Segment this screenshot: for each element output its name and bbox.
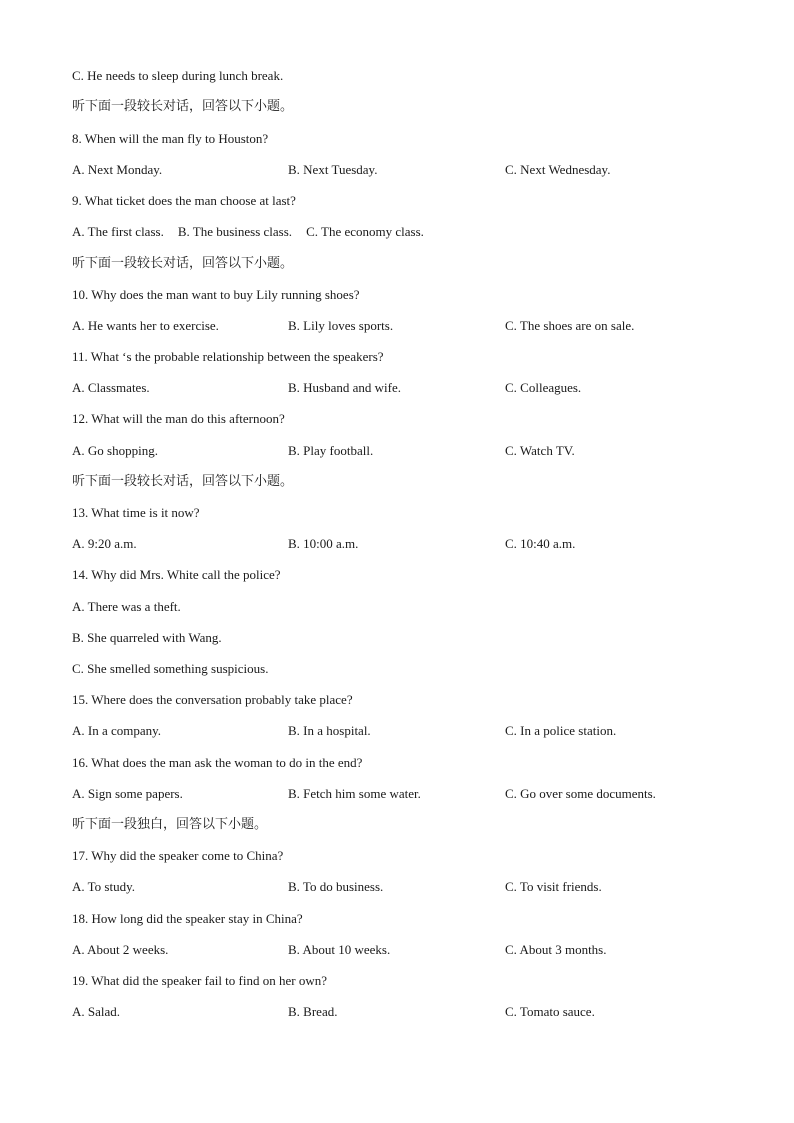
q13-option-a: A. 9:20 a.m. xyxy=(72,536,137,551)
question-16-options xyxy=(72,786,732,802)
question-13-options xyxy=(72,536,732,552)
q8-option-a: A. Next Monday. xyxy=(72,162,163,177)
q17-option-a: A. To study. xyxy=(72,879,136,894)
q11-option-b: B. Husband and wife. xyxy=(288,380,402,395)
question-19: 19. What did the speaker fail to find on her own? xyxy=(72,973,327,988)
q17-option-b: B. To do business. xyxy=(288,879,384,894)
q9-option-a: A. The first class. xyxy=(72,224,164,239)
question-14: 14. Why did Mrs. White call the police? xyxy=(72,567,281,582)
question-17: 17. Why did the speaker come to China? xyxy=(72,848,284,863)
question-12: 12. What will the man do this afternoon? xyxy=(72,411,285,426)
question-17-options xyxy=(72,879,732,895)
section-instruction: 听下面一段较长对话，回答以下小题。 xyxy=(72,474,294,489)
q19-option-c: C. Tomato sauce. xyxy=(505,1004,595,1019)
question-13: 13. What time is it now? xyxy=(72,505,200,520)
q11-option-a: A. Classmates. xyxy=(72,380,150,395)
q19-option-b: B. Bread. xyxy=(288,1004,338,1019)
q11-option-c: C. Colleagues. xyxy=(505,380,582,395)
question-9-options xyxy=(72,224,438,240)
q8-option-b: B. Next Tuesday. xyxy=(288,162,378,177)
question-10: 10. Why does the man want to buy Lily running shoes? xyxy=(72,287,360,302)
question-11: 11. What ‘s the probable relationship between the speakers? xyxy=(72,349,384,364)
q13-option-c: C. 10:40 a.m. xyxy=(505,536,576,551)
q14-option-b: B. She quarreled with Wang. xyxy=(72,630,222,645)
q14-option-c: C. She smelled something suspicious. xyxy=(72,661,269,676)
question-16: 16. What does the man ask the woman to do in the end? xyxy=(72,755,363,770)
question-11-options xyxy=(72,380,732,396)
q12-option-c: C. Watch TV. xyxy=(505,443,575,458)
q9-option-b: B. The business class. xyxy=(177,224,293,239)
question-15-options xyxy=(72,723,732,739)
q9-option-c: C. The economy class. xyxy=(306,224,424,239)
question-8-options xyxy=(72,162,732,178)
question-10-options xyxy=(72,318,732,334)
q15-option-b: B. In a hospital. xyxy=(288,723,371,738)
q17-option-c: C. To visit friends. xyxy=(505,879,602,894)
section-instruction: 听下面一段较长对话，回答以下小题。 xyxy=(72,99,294,114)
question-12-options xyxy=(72,443,732,459)
q10-option-b: B. Lily loves sports. xyxy=(288,318,394,333)
q18-option-c: C. About 3 months. xyxy=(505,942,607,957)
q15-option-c: C. In a police station. xyxy=(505,723,617,738)
question-8: 8. When will the man fly to Houston? xyxy=(72,131,269,146)
q13-option-b: B. 10:00 a.m. xyxy=(288,536,359,551)
q16-option-b: B. Fetch him some water. xyxy=(288,786,421,801)
section-instruction: 听下面一段较长对话，回答以下小题。 xyxy=(72,256,294,271)
q16-option-a: A. Sign some papers. xyxy=(72,786,183,801)
q7-option-c: C. He needs to sleep during lunch break. xyxy=(72,68,284,83)
q12-option-b: B. Play football. xyxy=(288,443,374,458)
q8-option-c: C. Next Wednesday. xyxy=(505,162,611,177)
q18-option-b: B. About 10 weeks. xyxy=(288,942,391,957)
q12-option-a: A. Go shopping. xyxy=(72,443,158,458)
question-19-options xyxy=(72,1004,732,1020)
section-instruction: 听下面一段独白，回答以下小题。 xyxy=(72,817,268,832)
q10-option-a: A. He wants her to exercise. xyxy=(72,318,219,333)
question-15: 15. Where does the conversation probably take place? xyxy=(72,692,353,707)
q15-option-a: A. In a company. xyxy=(72,723,162,738)
question-18: 18. How long did the speaker stay in China? xyxy=(72,911,303,926)
question-9: 9. What ticket does the man choose at last? xyxy=(72,193,296,208)
q10-option-c: C. The shoes are on sale. xyxy=(505,318,635,333)
q14-option-a: A. There was a theft. xyxy=(72,599,181,614)
q16-option-c: C. Go over some documents. xyxy=(505,786,656,801)
q18-option-a: A. About 2 weeks. xyxy=(72,942,169,957)
q19-option-a: A. Salad. xyxy=(72,1004,121,1019)
question-18-options xyxy=(72,942,732,958)
